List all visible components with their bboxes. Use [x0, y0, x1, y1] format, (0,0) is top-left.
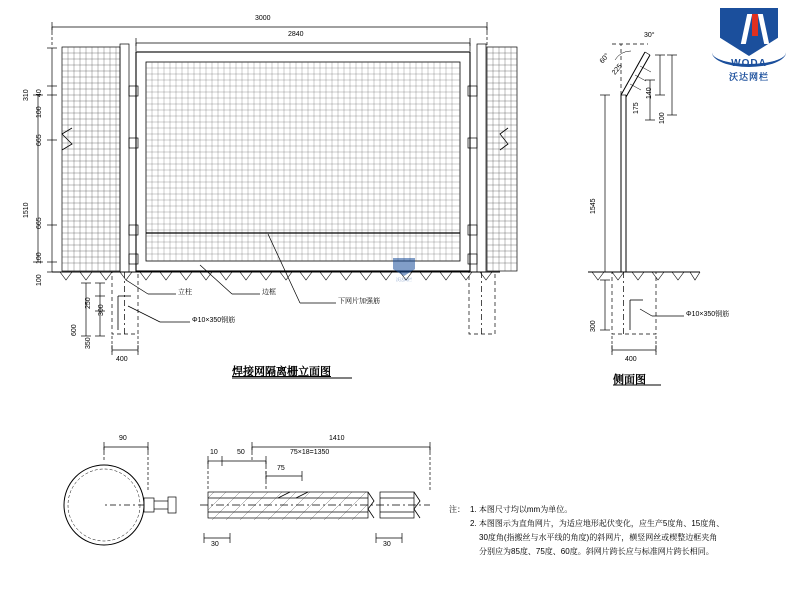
- watermark: [385, 258, 423, 288]
- dim-angle-60: 60°: [598, 52, 611, 65]
- dim-175: 175: [633, 102, 640, 114]
- front-view-title: 焊接网隔离栅立面图: [232, 366, 331, 378]
- dim-left-310: 310: [23, 89, 30, 101]
- dim-top-overall: 3000: [255, 15, 271, 22]
- dim-left-250: 250: [85, 297, 92, 309]
- watermark-logo-icon: [393, 258, 415, 276]
- company-logo: [706, 8, 792, 86]
- dim-1410: 1410: [329, 435, 345, 442]
- dim-1545: 1545: [590, 198, 597, 214]
- callout-rebar-side: Φ10×350钢筋: [686, 311, 730, 318]
- dim-400-side: 400: [625, 356, 637, 363]
- dim-140: 140: [646, 87, 653, 99]
- dim-75: 75: [277, 465, 285, 472]
- dim-left-665a: 665: [36, 134, 43, 146]
- dim-top-inner: 2840: [288, 31, 304, 38]
- dim-left-100a: 100: [36, 106, 43, 118]
- callout-post: 立柱: [178, 289, 192, 296]
- watermark-text: 沃达网栏: [396, 277, 412, 282]
- notes-title: 注：: [449, 505, 465, 514]
- logo-brand-cn: 沃达网栏: [728, 72, 769, 82]
- dim-30-right: 30: [383, 541, 391, 548]
- note-line-4: 分别应为85度、75度、60度。斜网片跨长应与标准网片跨长相同。: [479, 547, 714, 556]
- note-line-2: 2. 本图图示为直角网片，为适应地形起伏变化，应生产5度角、15度角、: [470, 519, 725, 528]
- dim-left-350: 350: [85, 337, 92, 349]
- dim-grid-spacing: 75×18=1350: [290, 449, 330, 456]
- dim-left-300: 300: [98, 304, 105, 316]
- dim-left-100c: 100: [36, 274, 43, 286]
- dim-left-665b: 665: [36, 217, 43, 229]
- dim-30-left: 30: [211, 541, 219, 548]
- dim-100: 100: [659, 112, 666, 124]
- dim-50: 50: [237, 449, 245, 456]
- dim-angle-30: 30°: [644, 32, 655, 39]
- dim-10: 10: [210, 449, 218, 456]
- dim-left-40: 40: [36, 89, 43, 97]
- dim-bottom-400: 400: [116, 356, 128, 363]
- callout-bottom-mesh-rib: 下网片加强筋: [338, 298, 380, 305]
- note-line-3: 30度角(指搬丝与水平线的角度)的斜网片，横竖网丝或楔整边框夹角: [479, 533, 718, 542]
- dim-left-600: 600: [71, 324, 78, 336]
- callout-frame: 边框: [262, 289, 276, 296]
- callout-rebar-front: Φ10×350钢筋: [192, 317, 236, 324]
- dim-225: 225: [611, 62, 624, 77]
- logo-brand-latin: WODA: [731, 58, 767, 69]
- dim-left-1510: 1510: [23, 202, 30, 218]
- note-line-1: 1. 本图尺寸均以mm为单位。: [470, 505, 573, 514]
- dim-90: 90: [119, 435, 127, 442]
- dim-left-100b: 100: [36, 252, 43, 264]
- dim-300-side: 300: [590, 320, 597, 332]
- side-view-title: 侧面图: [613, 374, 646, 386]
